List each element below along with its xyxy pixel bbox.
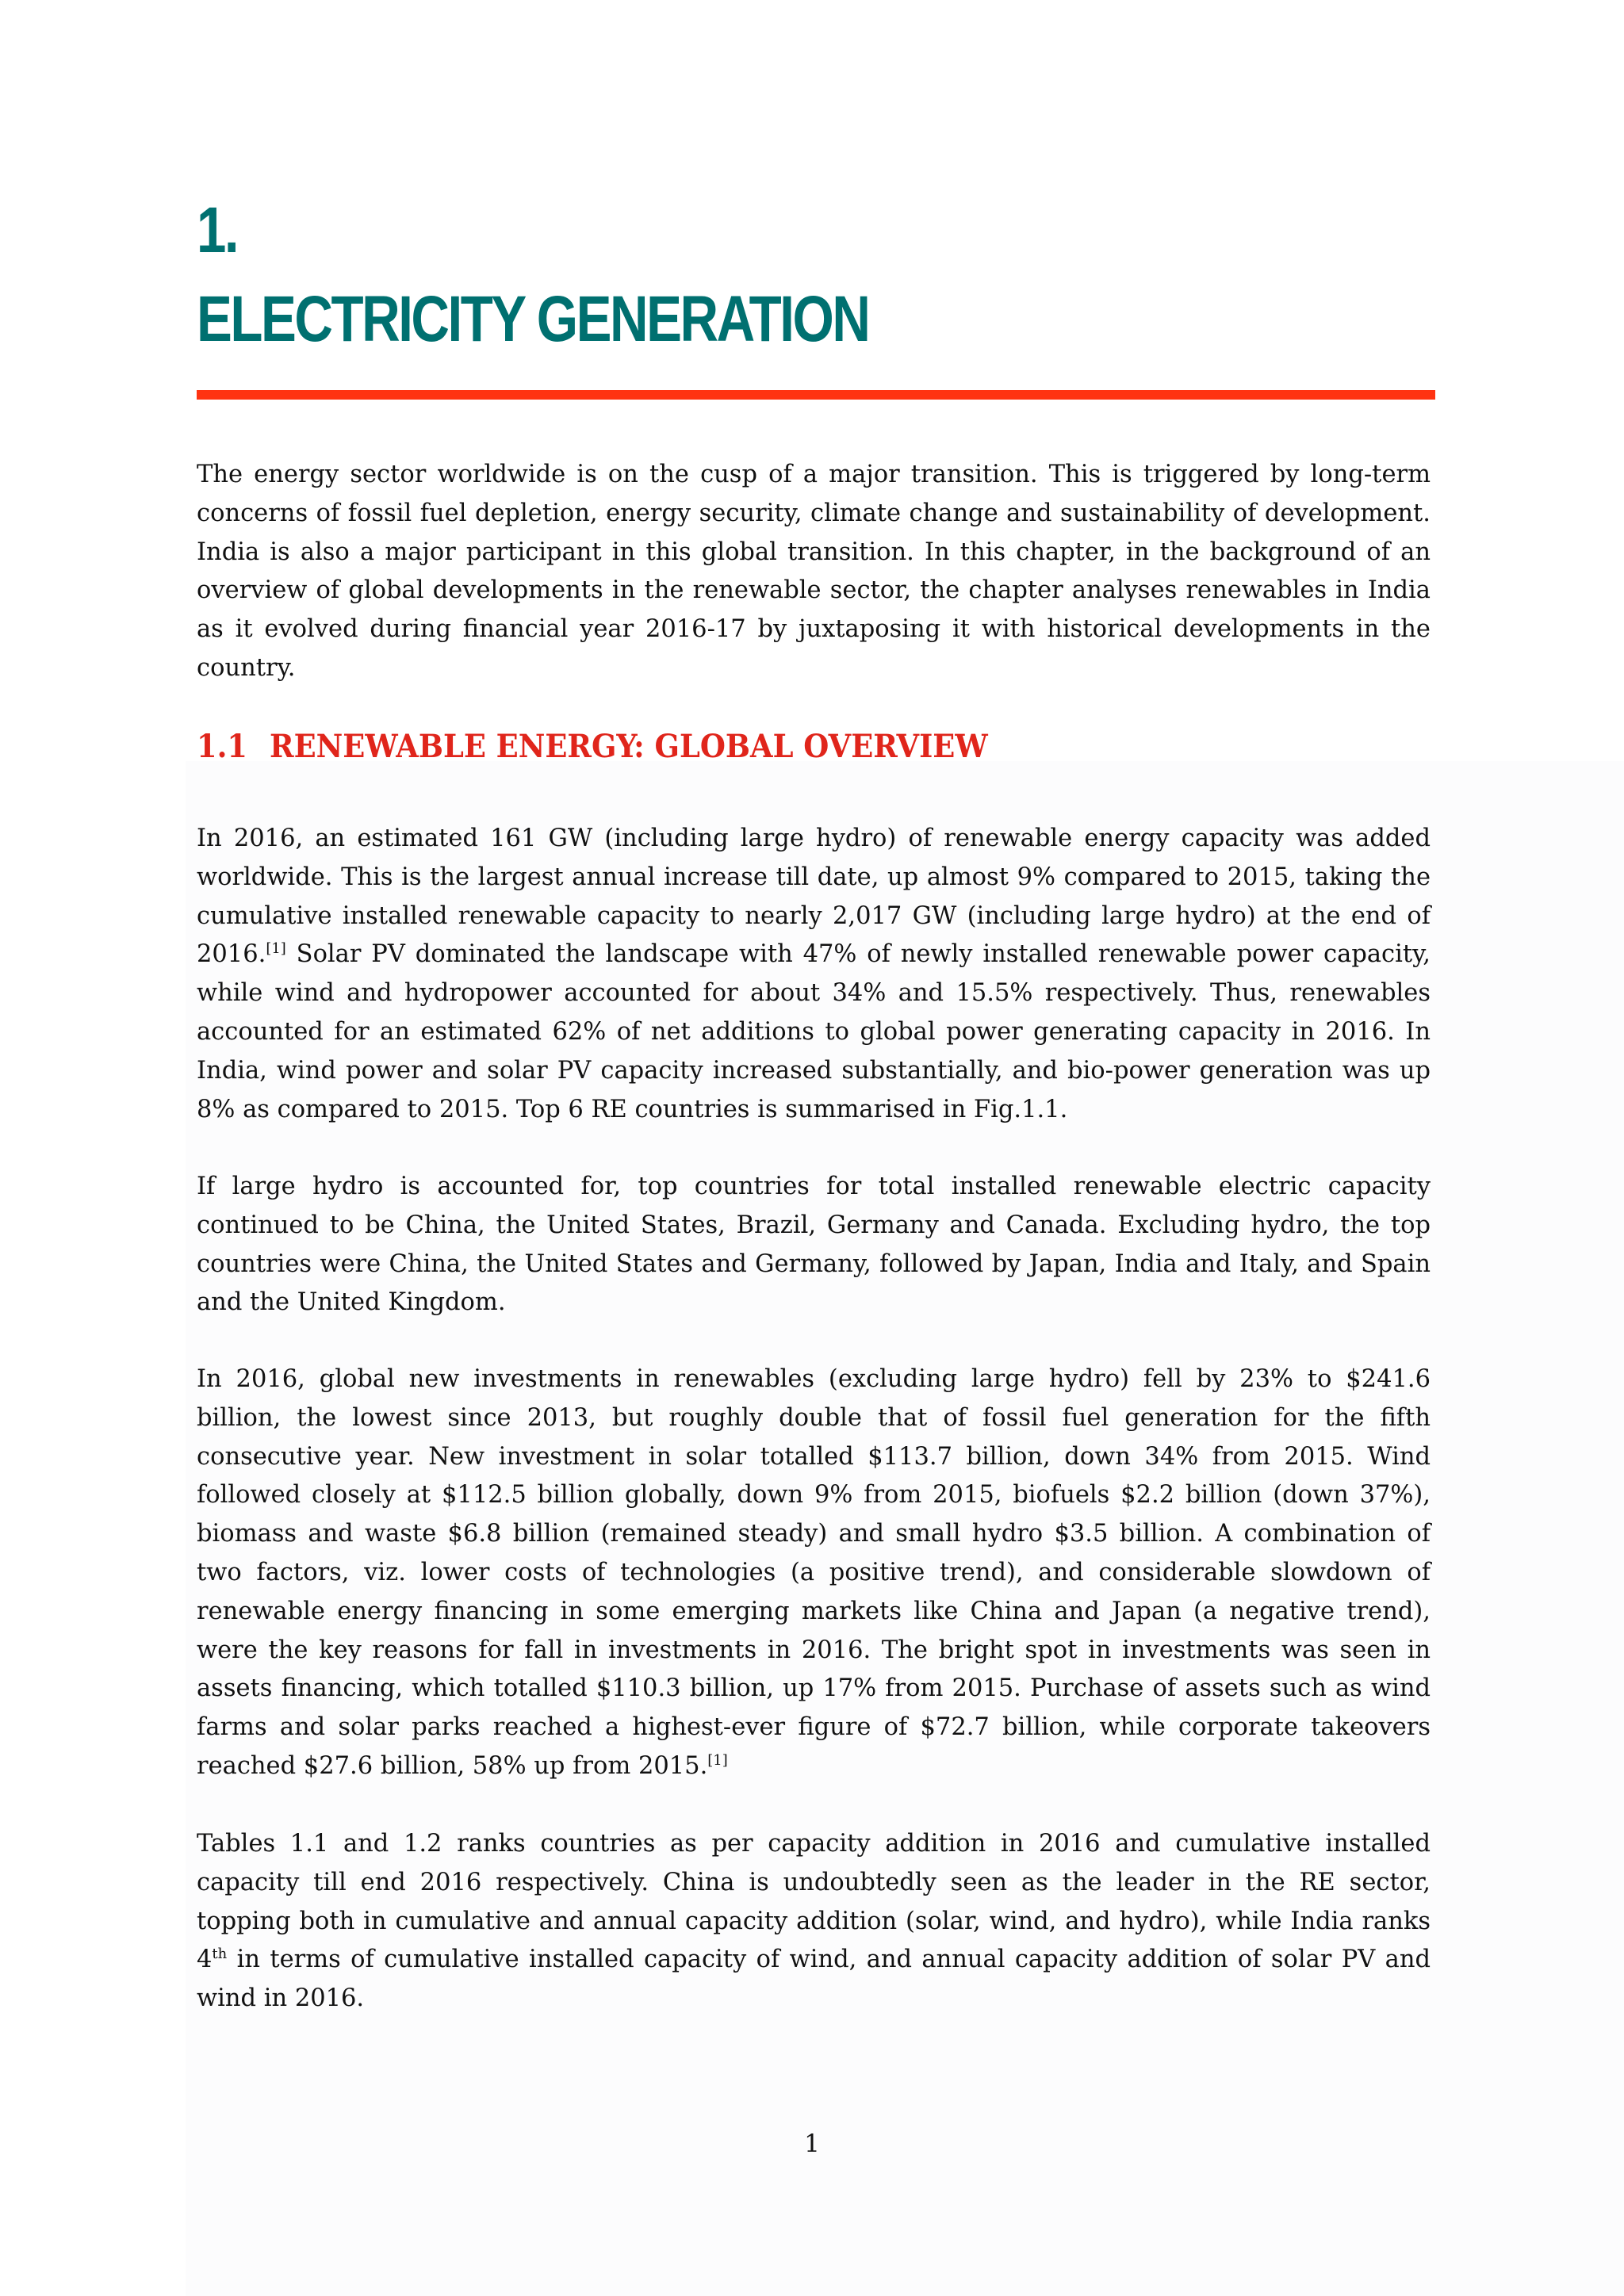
paragraph-capacity-text-b: Solar PV dominated the landscape with 47% of newly installed renewable power capacity, while wind and hydropower accounted for about 34% and 15.5% respectively. Thus, renewables accounted for an estimated 62% of net additions to global power generating capacity in 2016. In India, wind power and solar PV capacity increased substantially, and bio-power generation was up 8% as compared to 2015. Top 6 RE countries is summarised in Fig.1.1.: [197, 940, 1431, 1123]
page-number: 1: [804, 2130, 820, 2158]
paragraph-capacity: [197, 820, 1431, 1129]
paragraph-rankings-text-b: in terms of cumulative installed capacity of wind, and annual capacity addition of solar PV and wind in 2016.: [197, 1946, 1431, 2013]
paragraph-rankings: [197, 1825, 1431, 2019]
paragraph-capacity-text-a: In 2016, an estimated 161 GW (including large hydro) of renewable energy capacity was added worldwide. This is the largest annual increase till date, up almost 9% compared to 2015, taking the cumulative installed renewable capacity to nearly 2,017 GW (including large hydro) at the end of 2016.: [197, 825, 1431, 969]
reference-marker: [1]: [266, 940, 286, 958]
chapter-title: ELECTRICITY GENERATION: [197, 283, 869, 355]
intro-paragraph: The energy sector worldwide is on the cusp of a major transition. This is triggered by long-term concerns of fossil fuel depletion, energy security, climate change and sustainability of development. India is also a major participant in this global transition. In this chapter, in the background of an overview of global developments in the renewable sector, the chapter analyses renewables in India as it evolved during financial year 2016-17 by juxtaposing it with historical developments in the country.: [197, 461, 1431, 682]
paragraph-investments-text: In 2016, global new investments in renewables (excluding large hydro) fell by 23% to $241.6 billion, the lowest since 2013, but roughly double that of fossil fuel generation for the fifth consecutive year. New investment in solar totalled $113.7 billion, down 34% from 2015. Wind followed closely at $112.5 billion globally, down 9% from 2015, biofuels $2.2 billion (down 37%), biomass and waste $6.8 billion (remained steady) and small hydro $3.5 billion. A combination of two factors, viz. lower costs of technologies (a positive trend), and considerable slowdown of renewable energy financing in some emerging markets like China and Japan (a negative trend), were the key reasons for fall in investments in 2016. The bright spot in investments was seen in assets financing, which totalled $110.3 billion, up 17% from 2015. Purchase of assets such as wind farms and solar parks reached a highest-ever figure of $72.7 billion, while corporate takeovers reached $27.6 billion, 58% up from 2015.: [197, 1365, 1431, 1780]
reference-marker: [1]: [707, 1751, 728, 1769]
chapter-number: 1.: [197, 194, 238, 266]
paragraph-rankings-text-a: Tables 1.1 and 1.2 ranks countries as per capacity addition in 2016 and cumulative installed capacity till end 2016 respectively. China is undoubtedly seen as the leader in the RE sector, topping both in cumulative and annual capacity addition (solar, wind, and hydro), while India ranks 4: [197, 1830, 1431, 1974]
paragraph-top-countries: If large hydro is accounted for, top countries for total installed renewable electric capacity continued to be China, the United States, Brazil, Germany and Canada. Excluding hydro, the top countries were China, the United States and Germany, followed by Japan, India and Italy, and Spain and the United Kingdom.: [197, 1173, 1431, 1317]
section-title: RENEWABLE ENERGY: GLOBAL OVERVIEW: [270, 728, 988, 765]
chapter-heading: [197, 194, 1435, 355]
heading-divider: [197, 390, 1435, 400]
paragraph-investments: [197, 1360, 1431, 1786]
section-heading: [197, 728, 988, 765]
ordinal-suffix: th: [212, 1946, 228, 1963]
section-number: 1.1: [197, 728, 248, 765]
